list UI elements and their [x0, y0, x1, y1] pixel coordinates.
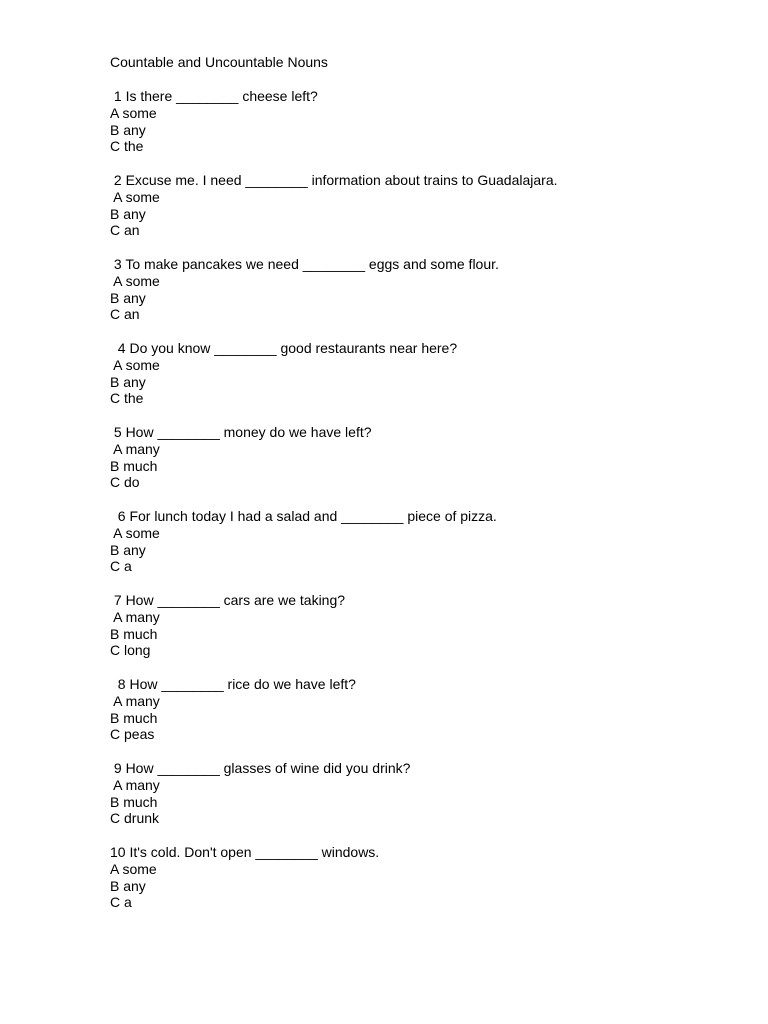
question-10 — [110, 844, 730, 911]
option-b: B any — [110, 205, 146, 222]
option-a: A many — [110, 608, 160, 625]
question-prompt: 4 Do you know ________ good restaurants near here? — [110, 340, 458, 356]
question-8 — [110, 676, 730, 743]
question-9 — [110, 760, 730, 827]
option-b: B any — [110, 373, 146, 390]
option-c: C the — [110, 138, 144, 155]
question-prompt: 6 For lunch today I had a salad and ________ piece of pizza. — [110, 508, 497, 524]
option-c: C a — [110, 558, 132, 575]
option-c: C an — [110, 306, 140, 323]
question-prompt: 3 To make pancakes we need ________ eggs and some flour. — [110, 256, 499, 272]
option-b: B much — [110, 709, 158, 726]
option-a: A some — [110, 188, 160, 205]
question-6 — [110, 508, 730, 575]
option-a: A many — [110, 440, 160, 457]
document-title: Countable and Uncountable Nouns — [110, 54, 328, 70]
option-a: A some — [110, 524, 160, 541]
option-c: C the — [110, 390, 144, 407]
question-prompt: 1 Is there ________ cheese left? — [110, 88, 318, 104]
question-prompt: 2 Excuse me. I need ________ information about trains to Guadalajara. — [110, 172, 558, 188]
option-c: C long — [110, 642, 151, 659]
option-b: B any — [110, 877, 146, 894]
option-b: B much — [110, 457, 158, 474]
question-1 — [110, 88, 730, 155]
option-a: A some — [110, 104, 157, 121]
question-prompt: 10 It's cold. Don't open ________ windows. — [110, 844, 380, 860]
option-b: B much — [110, 793, 158, 810]
question-prompt: 7 How ________ cars are we taking? — [110, 592, 346, 608]
question-prompt: 5 How ________ money do we have left? — [110, 424, 372, 440]
question-5 — [110, 424, 730, 491]
question-4 — [110, 340, 730, 407]
question-2 — [110, 172, 730, 239]
option-c: C drunk — [110, 810, 160, 827]
option-c: C a — [110, 894, 132, 911]
option-b: B any — [110, 121, 146, 138]
option-c: C an — [110, 222, 140, 239]
question-prompt: 8 How ________ rice do we have left? — [110, 676, 356, 692]
question-7 — [110, 592, 730, 659]
option-a: A some — [110, 356, 160, 373]
option-a: A some — [110, 860, 157, 877]
question-3 — [110, 256, 730, 323]
option-a: A many — [110, 776, 160, 793]
option-a: A some — [110, 272, 160, 289]
option-c: C do — [110, 474, 140, 491]
option-c: C peas — [110, 726, 155, 743]
option-b: B much — [110, 625, 158, 642]
option-b: B any — [110, 541, 146, 558]
option-b: B any — [110, 289, 146, 306]
option-a: A many — [110, 692, 160, 709]
question-prompt: 9 How ________ glasses of wine did you drink? — [110, 760, 411, 776]
